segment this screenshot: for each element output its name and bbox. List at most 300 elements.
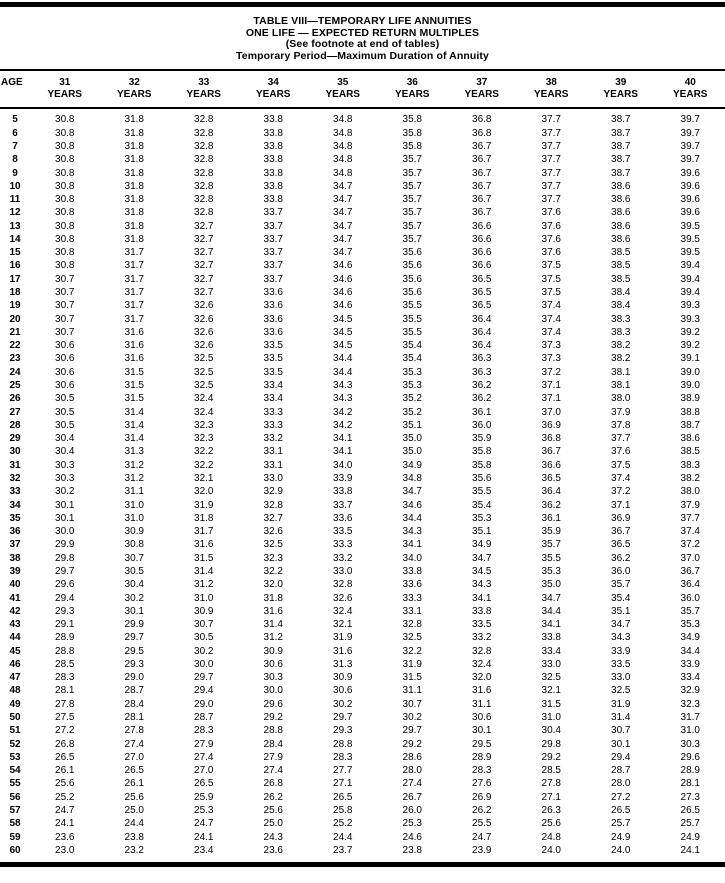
multiple-cell: 31.6: [447, 684, 517, 697]
multiple-cell: 38.8: [656, 406, 725, 419]
age-cell: 24: [0, 366, 30, 379]
multiple-cell: 28.4: [100, 698, 170, 711]
multiple-cell: 30.1: [30, 499, 100, 512]
multiple-cell: 37.5: [517, 273, 587, 286]
multiple-cell: 35.6: [447, 472, 517, 485]
multiple-cell: 33.7: [239, 220, 309, 233]
year-number: 34: [239, 77, 309, 89]
multiple-cell: 24.7: [30, 804, 100, 817]
multiple-cell: 31.8: [169, 512, 239, 525]
multiple-cell: 26.8: [30, 738, 100, 751]
year-number: 39: [586, 77, 656, 89]
age-cell: 26: [0, 392, 30, 405]
multiple-cell: 38.1: [586, 366, 656, 379]
multiple-cell: 30.5: [100, 565, 170, 578]
age-cell: 25: [0, 379, 30, 392]
multiple-cell: 37.2: [517, 366, 587, 379]
multiple-cell: 37.7: [517, 180, 587, 193]
multiple-cell: 24.0: [586, 844, 656, 857]
multiple-cell: 31.5: [100, 379, 170, 392]
multiple-cell: 34.1: [308, 432, 378, 445]
multiple-cell: 33.6: [239, 299, 309, 312]
table-row: [0, 445, 725, 458]
multiple-cell: 36.7: [586, 525, 656, 538]
multiple-cell: 31.5: [378, 671, 448, 684]
multiple-cell: 39.3: [656, 299, 725, 312]
multiple-cell: 33.3: [378, 592, 448, 605]
table-row: [0, 352, 725, 365]
multiple-cell: 32.8: [378, 618, 448, 631]
multiple-cell: 26.2: [239, 791, 309, 804]
multiple-cell: 32.3: [169, 432, 239, 445]
multiple-cell: 33.0: [308, 565, 378, 578]
multiple-cell: 34.2: [308, 406, 378, 419]
multiple-cell: 39.5: [656, 233, 725, 246]
multiple-cell: 29.7: [30, 565, 100, 578]
age-cell: 37: [0, 538, 30, 551]
years-label: YEARS: [586, 89, 656, 101]
table-row: [0, 472, 725, 485]
multiple-cell: 25.0: [239, 817, 309, 830]
multiple-cell: 30.6: [30, 379, 100, 392]
multiple-cell: 38.0: [586, 392, 656, 405]
multiple-cell: 37.5: [517, 286, 587, 299]
multiple-cell: 38.2: [586, 339, 656, 352]
multiple-cell: 23.6: [239, 844, 309, 857]
multiple-cell: 31.0: [656, 724, 725, 737]
multiple-cell: 31.8: [100, 206, 170, 219]
multiple-cell: 36.6: [517, 459, 587, 472]
multiple-cell: 31.8: [239, 592, 309, 605]
multiple-cell: 34.5: [447, 565, 517, 578]
multiple-cell: 35.7: [586, 578, 656, 591]
multiple-cell: 32.8: [169, 206, 239, 219]
multiple-cell: 25.7: [586, 817, 656, 830]
multiple-cell: 32.6: [169, 299, 239, 312]
multiple-cell: 28.3: [169, 724, 239, 737]
multiple-cell: 31.8: [100, 180, 170, 193]
multiple-cell: 31.4: [100, 406, 170, 419]
multiple-cell: 33.4: [239, 379, 309, 392]
multiple-cell: 39.0: [656, 379, 725, 392]
multiple-cell: 31.1: [100, 485, 170, 498]
age-cell: 43: [0, 618, 30, 631]
table-row: [0, 578, 725, 591]
multiple-cell: 36.4: [447, 313, 517, 326]
table-row: [0, 406, 725, 419]
multiple-cell: 32.5: [169, 352, 239, 365]
multiple-cell: 32.9: [656, 684, 725, 697]
multiple-cell: 34.9: [447, 538, 517, 551]
multiple-cell: 39.7: [656, 140, 725, 153]
multiple-cell: 37.7: [656, 512, 725, 525]
multiple-cell: 28.7: [586, 764, 656, 777]
multiple-cell: 32.8: [169, 193, 239, 206]
multiple-cell: 37.4: [656, 525, 725, 538]
multiple-cell: 36.9: [586, 512, 656, 525]
table-row: [0, 538, 725, 551]
multiple-cell: 33.5: [239, 352, 309, 365]
table-row: [0, 645, 725, 658]
multiple-cell: 28.5: [517, 764, 587, 777]
multiple-cell: 30.8: [30, 127, 100, 140]
multiple-cell: 27.6: [447, 777, 517, 790]
multiple-cell: 37.6: [517, 233, 587, 246]
multiple-cell: 33.6: [239, 326, 309, 339]
multiple-cell: 34.6: [308, 259, 378, 272]
multiple-cell: 37.7: [517, 140, 587, 153]
multiple-cell: 28.8: [30, 645, 100, 658]
multiple-cell: 32.6: [169, 326, 239, 339]
table-row: [0, 206, 725, 219]
multiple-cell: 36.9: [517, 419, 587, 432]
multiple-cell: 29.6: [656, 751, 725, 764]
multiple-cell: 35.1: [447, 525, 517, 538]
multiple-cell: 32.2: [169, 459, 239, 472]
multiple-cell: 38.5: [656, 445, 725, 458]
multiple-cell: 35.0: [517, 578, 587, 591]
multiple-cell: 32.5: [169, 379, 239, 392]
age-cell: 59: [0, 831, 30, 844]
multiple-cell: 23.8: [100, 831, 170, 844]
multiple-cell: 37.1: [517, 379, 587, 392]
multiple-cell: 35.8: [378, 108, 448, 126]
multiple-cell: 35.4: [586, 592, 656, 605]
multiple-cell: 30.8: [30, 167, 100, 180]
multiple-cell: 35.8: [378, 127, 448, 140]
multiple-cell: 29.2: [378, 738, 448, 751]
multiple-cell: 27.4: [239, 764, 309, 777]
multiple-cell: 36.8: [517, 432, 587, 445]
multiple-cell: 32.7: [169, 220, 239, 233]
multiple-cell: 30.0: [169, 658, 239, 671]
multiple-cell: 35.7: [378, 153, 448, 166]
multiple-cell: 36.0: [656, 592, 725, 605]
multiple-cell: 33.8: [239, 167, 309, 180]
multiple-cell: 35.7: [517, 538, 587, 551]
multiple-cell: 36.0: [586, 565, 656, 578]
multiple-cell: 25.6: [517, 817, 587, 830]
age-cell: 36: [0, 525, 30, 538]
multiple-cell: 37.7: [586, 432, 656, 445]
multiple-cell: 36.1: [447, 406, 517, 419]
multiple-cell: 39.7: [656, 108, 725, 126]
year-number: 36: [378, 77, 448, 89]
multiple-cell: 29.2: [239, 711, 309, 724]
multiple-cell: 32.5: [239, 538, 309, 551]
multiple-cell: 33.8: [239, 153, 309, 166]
age-cell: 18: [0, 286, 30, 299]
age-cell: 60: [0, 844, 30, 857]
multiple-cell: 32.6: [308, 592, 378, 605]
multiple-cell: 36.2: [586, 552, 656, 565]
table-row: [0, 844, 725, 857]
multiple-cell: 37.1: [586, 499, 656, 512]
multiple-cell: 29.3: [308, 724, 378, 737]
age-cell: 28: [0, 419, 30, 432]
multiple-cell: 24.9: [586, 831, 656, 844]
age-cell: 58: [0, 817, 30, 830]
multiple-cell: 37.7: [517, 108, 587, 126]
multiple-cell: 37.2: [586, 485, 656, 498]
multiple-cell: 37.7: [517, 127, 587, 140]
multiple-cell: 31.4: [100, 419, 170, 432]
bottom-rule: [0, 862, 725, 867]
multiple-cell: 27.4: [169, 751, 239, 764]
table-row: [0, 738, 725, 751]
header-row: [0, 71, 725, 108]
multiple-cell: 31.2: [239, 631, 309, 644]
multiple-cell: 37.6: [517, 206, 587, 219]
years-label: YEARS: [239, 89, 309, 101]
table-row: [0, 658, 725, 671]
multiple-cell: 37.7: [517, 167, 587, 180]
multiple-cell: 27.9: [239, 751, 309, 764]
multiple-cell: 28.8: [308, 738, 378, 751]
multiple-cell: 24.1: [656, 844, 725, 857]
multiple-cell: 30.3: [239, 671, 309, 684]
year-column-header: [169, 71, 239, 108]
multiple-cell: 31.6: [239, 605, 309, 618]
multiple-cell: 39.4: [656, 273, 725, 286]
table-title-line4: Temporary Period—Maximum Duration of Annuity: [0, 51, 725, 63]
year-column-header: [378, 71, 448, 108]
multiple-cell: 25.6: [100, 791, 170, 804]
age-cell: 21: [0, 326, 30, 339]
multiple-cell: 31.4: [100, 432, 170, 445]
age-cell: 48: [0, 684, 30, 697]
multiple-cell: 35.7: [378, 167, 448, 180]
multiple-cell: 37.3: [517, 352, 587, 365]
multiple-cell: 23.2: [100, 844, 170, 857]
multiple-cell: 34.7: [308, 180, 378, 193]
multiple-cell: 29.5: [100, 645, 170, 658]
multiple-cell: 32.2: [169, 445, 239, 458]
table-row: [0, 831, 725, 844]
years-label: YEARS: [656, 89, 725, 101]
multiple-cell: 24.4: [100, 817, 170, 830]
year-number: 31: [30, 77, 100, 89]
table-row: [0, 592, 725, 605]
multiple-cell: 33.7: [239, 246, 309, 259]
multiple-cell: 38.9: [656, 392, 725, 405]
multiple-cell: 31.8: [100, 220, 170, 233]
age-cell: 8: [0, 153, 30, 166]
table-row: [0, 552, 725, 565]
multiple-cell: 35.8: [447, 459, 517, 472]
multiple-cell: 33.0: [586, 671, 656, 684]
multiple-cell: 38.6: [586, 233, 656, 246]
multiple-cell: 32.6: [169, 313, 239, 326]
multiple-cell: 30.3: [656, 738, 725, 751]
multiple-cell: 33.8: [239, 140, 309, 153]
multiple-cell: 31.6: [169, 538, 239, 551]
multiple-cell: 38.6: [586, 193, 656, 206]
multiple-cell: 30.8: [30, 233, 100, 246]
multiple-cell: 36.5: [447, 286, 517, 299]
table-row: [0, 379, 725, 392]
multiple-cell: 25.7: [656, 817, 725, 830]
multiple-cell: 31.6: [100, 352, 170, 365]
age-cell: 42: [0, 605, 30, 618]
multiple-cell: 31.6: [100, 326, 170, 339]
multiple-cell: 30.1: [30, 512, 100, 525]
year-column-header: [100, 71, 170, 108]
multiple-cell: 24.3: [239, 831, 309, 844]
multiple-cell: 26.8: [239, 777, 309, 790]
multiple-cell: 35.1: [378, 419, 448, 432]
multiple-cell: 28.9: [447, 751, 517, 764]
multiple-cell: 33.6: [239, 313, 309, 326]
multiple-cell: 37.7: [517, 153, 587, 166]
multiple-cell: 29.4: [586, 751, 656, 764]
multiple-cell: 36.0: [447, 419, 517, 432]
year-number: 38: [517, 77, 587, 89]
year-column-header: [239, 71, 309, 108]
multiple-cell: 23.6: [30, 831, 100, 844]
multiple-cell: 33.6: [308, 512, 378, 525]
multiple-cell: 32.1: [169, 472, 239, 485]
multiple-cell: 34.8: [308, 108, 378, 126]
multiple-cell: 29.6: [239, 698, 309, 711]
multiple-cell: 32.3: [169, 419, 239, 432]
multiple-cell: 36.3: [447, 366, 517, 379]
multiple-cell: 35.3: [517, 565, 587, 578]
multiple-cell: 31.7: [656, 711, 725, 724]
multiple-cell: 30.7: [30, 326, 100, 339]
multiple-cell: 34.8: [308, 127, 378, 140]
age-cell: 16: [0, 259, 30, 272]
multiple-cell: 29.7: [169, 671, 239, 684]
multiple-cell: 39.2: [656, 326, 725, 339]
multiple-cell: 37.7: [517, 193, 587, 206]
multiple-cell: 33.2: [239, 432, 309, 445]
multiple-cell: 36.5: [517, 472, 587, 485]
multiple-cell: 32.4: [308, 605, 378, 618]
multiple-cell: 24.7: [447, 831, 517, 844]
annuity-multiples-table: [0, 71, 725, 857]
multiple-cell: 37.9: [656, 499, 725, 512]
multiple-cell: 33.3: [239, 406, 309, 419]
multiple-cell: 30.8: [30, 206, 100, 219]
multiple-cell: 28.0: [586, 777, 656, 790]
multiple-cell: 33.9: [586, 645, 656, 658]
age-cell: 54: [0, 764, 30, 777]
multiple-cell: 26.5: [169, 777, 239, 790]
multiple-cell: 36.5: [447, 299, 517, 312]
multiple-cell: 31.1: [378, 684, 448, 697]
multiple-cell: 24.7: [169, 817, 239, 830]
table-row: [0, 366, 725, 379]
multiple-cell: 31.3: [100, 445, 170, 458]
multiple-cell: 25.3: [169, 804, 239, 817]
multiple-cell: 31.0: [169, 592, 239, 605]
multiple-cell: 31.7: [100, 313, 170, 326]
multiple-cell: 30.2: [308, 698, 378, 711]
multiple-cell: 36.8: [447, 127, 517, 140]
multiple-cell: 39.6: [656, 206, 725, 219]
table-row: [0, 180, 725, 193]
multiple-cell: 32.7: [169, 246, 239, 259]
multiple-cell: 36.7: [447, 206, 517, 219]
multiple-cell: 34.3: [447, 578, 517, 591]
multiple-cell: 32.3: [239, 552, 309, 565]
multiple-cell: 33.7: [308, 499, 378, 512]
multiple-cell: 29.3: [100, 658, 170, 671]
age-column-header: AGE: [0, 71, 30, 108]
age-cell: 40: [0, 578, 30, 591]
multiple-cell: 34.4: [656, 645, 725, 658]
multiple-cell: 36.4: [517, 485, 587, 498]
age-cell: 27: [0, 406, 30, 419]
year-column-header: [517, 71, 587, 108]
multiple-cell: 37.8: [586, 419, 656, 432]
multiple-cell: 29.9: [100, 618, 170, 631]
multiple-cell: 28.0: [378, 764, 448, 777]
multiple-cell: 34.5: [308, 326, 378, 339]
multiple-cell: 37.4: [517, 299, 587, 312]
table-row: [0, 313, 725, 326]
multiple-cell: 32.8: [169, 153, 239, 166]
multiple-cell: 31.8: [100, 140, 170, 153]
multiple-cell: 31.8: [100, 167, 170, 180]
multiple-cell: 24.9: [656, 831, 725, 844]
table-row: [0, 286, 725, 299]
multiple-cell: 30.6: [308, 684, 378, 697]
multiple-cell: 33.8: [308, 485, 378, 498]
multiple-cell: 33.4: [656, 671, 725, 684]
multiple-cell: 31.2: [100, 459, 170, 472]
table-row: [0, 512, 725, 525]
multiple-cell: 29.7: [100, 631, 170, 644]
table-row: [0, 459, 725, 472]
multiple-cell: 30.1: [586, 738, 656, 751]
multiple-cell: 30.8: [30, 246, 100, 259]
table-row: [0, 193, 725, 206]
multiple-cell: 35.6: [378, 273, 448, 286]
multiple-cell: 28.3: [308, 751, 378, 764]
multiple-cell: 37.5: [517, 259, 587, 272]
multiple-cell: 35.5: [378, 326, 448, 339]
years-label: YEARS: [30, 89, 100, 101]
table-row: [0, 167, 725, 180]
multiple-cell: 38.4: [586, 286, 656, 299]
table-row: [0, 777, 725, 790]
multiple-cell: 30.2: [30, 485, 100, 498]
multiple-cell: 38.2: [656, 472, 725, 485]
multiple-cell: 30.6: [30, 339, 100, 352]
table-row: [0, 499, 725, 512]
age-cell: 14: [0, 233, 30, 246]
bottom-rule-wrap: [0, 857, 725, 867]
multiple-cell: 34.5: [308, 339, 378, 352]
multiple-cell: 33.3: [308, 538, 378, 551]
multiple-cell: 32.5: [169, 366, 239, 379]
multiple-cell: 33.7: [239, 233, 309, 246]
multiple-cell: 30.1: [100, 605, 170, 618]
multiple-cell: 33.8: [517, 631, 587, 644]
age-cell: 34: [0, 499, 30, 512]
multiple-cell: 39.6: [656, 193, 725, 206]
multiple-cell: 39.5: [656, 246, 725, 259]
multiple-cell: 31.1: [447, 698, 517, 711]
multiple-cell: 27.5: [30, 711, 100, 724]
age-cell: 47: [0, 671, 30, 684]
multiple-cell: 36.7: [447, 140, 517, 153]
multiple-cell: 29.0: [169, 698, 239, 711]
multiple-cell: 31.5: [517, 698, 587, 711]
table-row: [0, 259, 725, 272]
